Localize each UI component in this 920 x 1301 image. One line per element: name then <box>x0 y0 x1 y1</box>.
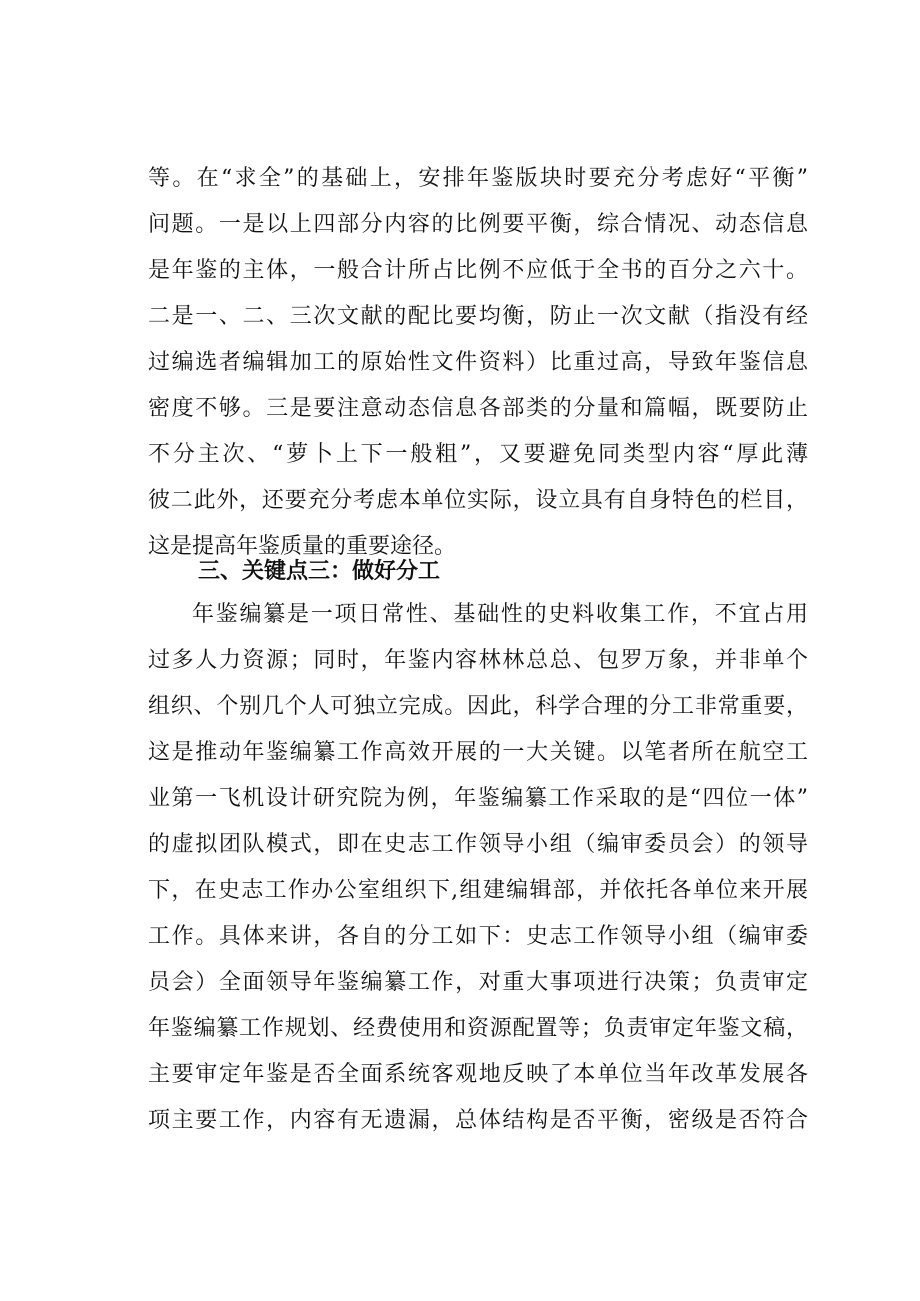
paragraph-2-line: 组织、个别几个人可独立完成。因此，科学合理的分工非常重要， <box>148 694 808 719</box>
paragraph-2-line: 这是推动年鉴编纂工作高效开展的一大关键。以笔者所在航空工 <box>148 740 808 765</box>
paragraph-2-line: 工作。具体来讲，各自的分工如下：史志工作领导小组（编审委 <box>148 924 808 949</box>
paragraph-2-line: 年鉴编纂工作规划、经费使用和资源配置等；负责审定年鉴文稿， <box>148 1016 808 1041</box>
paragraph-1-line: 不分主次、“萝卜上下一般粗”，又要避免同类型内容“厚此薄 <box>148 442 808 467</box>
paragraph-1-line: 这是提高年鉴质量的重要途径。 <box>148 534 457 559</box>
paragraph-2-line: 下，在史志工作办公室组织下,组建编辑部，并依托各单位来开展 <box>148 878 808 903</box>
paragraph-1-line: 二是一、二、三次文献的配比要均衡，防止一次文献（指没有经 <box>148 304 808 329</box>
paragraph-1-line: 等。在“求全”的基础上，安排年鉴版块时要充分考虑好“平衡” <box>148 166 808 191</box>
paragraph-1 <box>148 156 808 570</box>
paragraph-2-line: 项主要工作，内容有无遗漏，总体结构是否平衡，密级是否符合 <box>148 1108 808 1133</box>
paragraph-1-line: 密度不够。三是要注意动态信息各部类的分量和篇幅，既要防止 <box>148 396 808 421</box>
paragraph-2-line: 主要审定年鉴是否全面系统客观地反映了本单位当年改革发展各 <box>148 1062 808 1087</box>
paragraph-2-line: 员会）全面领导年鉴编纂工作，对重大事项进行决策；负责审定 <box>148 970 808 995</box>
paragraph-1-line: 过编选者编辑加工的原始性文件资料）比重过高，导致年鉴信息 <box>148 350 808 375</box>
paragraph-1-line: 问题。一是以上四部分内容的比例要平衡，综合情况、动态信息 <box>148 212 808 237</box>
section-heading: 三、关键点三：做好分工 <box>198 559 441 584</box>
paragraph-2 <box>148 592 808 1144</box>
paragraph-2-line: 年鉴编纂是一项日常性、基础性的史料收集工作，不宜占用 <box>192 602 808 627</box>
paragraph-2-line: 过多人力资源；同时，年鉴内容林林总总、包罗万象，并非单个 <box>148 648 808 673</box>
paragraph-1-line: 是年鉴的主体，一般合计所占比例不应低于全书的百分之六十。 <box>148 258 808 283</box>
paragraph-2-line: 业第一飞机设计研究院为例，年鉴编纂工作采取的是“四位一体” <box>148 786 808 811</box>
paragraph-2-line: 的虚拟团队模式，即在史志工作领导小组（编审委员会）的领导 <box>148 832 808 857</box>
paragraph-1-line: 彼二此外，还要充分考虑本单位实际，设立具有自身特色的栏目， <box>148 488 808 513</box>
